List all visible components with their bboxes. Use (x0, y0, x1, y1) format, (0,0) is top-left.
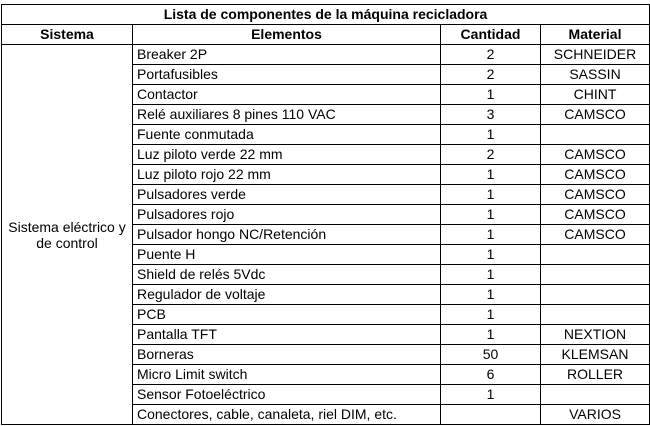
cantidad-cell: 1 (441, 205, 541, 225)
elemento-cell: Regulador de voltaje (133, 285, 441, 305)
cantidad-cell: 1 (441, 305, 541, 325)
cantidad-cell: 1 (441, 85, 541, 105)
cantidad-cell: 1 (441, 325, 541, 345)
cantidad-cell: 1 (441, 125, 541, 145)
elemento-cell: Luz piloto verde 22 mm (133, 145, 441, 165)
elemento-cell: Pantalla TFT (133, 325, 441, 345)
elemento-cell: Puente H (133, 245, 441, 265)
components-table (1, 4, 650, 425)
elemento-cell: Conectores, cable, canaleta, riel DIM, etc. (133, 405, 441, 425)
elemento-cell: Fuente conmutada (133, 125, 441, 145)
material-cell (541, 125, 650, 145)
elemento-cell: Micro Limit switch (133, 365, 441, 385)
elemento-cell: Luz piloto rojo 22 mm (133, 165, 441, 185)
table-body (2, 45, 650, 425)
header-cantidad: Cantidad (441, 25, 541, 45)
cantidad-cell: 6 (441, 365, 541, 385)
elemento-cell: Portafusibles (133, 65, 441, 85)
elemento-cell: Shield de relés 5Vdc (133, 265, 441, 285)
material-cell: CHINT (541, 85, 650, 105)
material-cell (541, 245, 650, 265)
material-cell: VARIOS (541, 405, 650, 425)
cantidad-cell: 2 (441, 145, 541, 165)
material-cell: CAMSCO (541, 105, 650, 125)
material-cell: CAMSCO (541, 185, 650, 205)
cantidad-cell: 1 (441, 165, 541, 185)
material-cell: SASSIN (541, 65, 650, 85)
header-sistema: Sistema (2, 25, 133, 45)
table-title: Lista de componentes de la máquina recicladora (2, 5, 650, 25)
elemento-cell: Pulsadores rojo (133, 205, 441, 225)
elemento-cell: Pulsador hongo NC/Retención (133, 225, 441, 245)
material-cell (541, 265, 650, 285)
header-material: Material (541, 25, 650, 45)
cantidad-cell: 1 (441, 185, 541, 205)
material-cell: SCHNEIDER (541, 45, 650, 65)
material-cell (541, 385, 650, 405)
elemento-cell: Contactor (133, 85, 441, 105)
sistema-cell: Sistema eléctrico y de control (2, 45, 133, 425)
elemento-cell: Sensor Fotoeléctrico (133, 385, 441, 405)
cantidad-cell: 3 (441, 105, 541, 125)
cantidad-cell: 50 (441, 345, 541, 365)
cantidad-cell: 2 (441, 45, 541, 65)
elemento-cell: Breaker 2P (133, 45, 441, 65)
cantidad-cell: 2 (441, 65, 541, 85)
cantidad-cell: 1 (441, 285, 541, 305)
material-cell: CAMSCO (541, 205, 650, 225)
elemento-cell: Pulsadores verde (133, 185, 441, 205)
cantidad-cell: 1 (441, 265, 541, 285)
material-cell (541, 305, 650, 325)
material-cell: CAMSCO (541, 225, 650, 245)
cantidad-cell: 1 (441, 225, 541, 245)
material-cell: CAMSCO (541, 145, 650, 165)
header-elementos: Elementos (133, 25, 441, 45)
material-cell: ROLLER (541, 365, 650, 385)
elemento-cell: Borneras (133, 345, 441, 365)
material-cell (541, 285, 650, 305)
elemento-cell: Relé auxiliares 8 pines 110 VAC (133, 105, 441, 125)
material-cell: KLEMSAN (541, 345, 650, 365)
cantidad-cell: 1 (441, 385, 541, 405)
cantidad-cell: 1 (441, 245, 541, 265)
elemento-cell: PCB (133, 305, 441, 325)
table-row (2, 45, 650, 65)
material-cell: NEXTION (541, 325, 650, 345)
material-cell: CAMSCO (541, 165, 650, 185)
